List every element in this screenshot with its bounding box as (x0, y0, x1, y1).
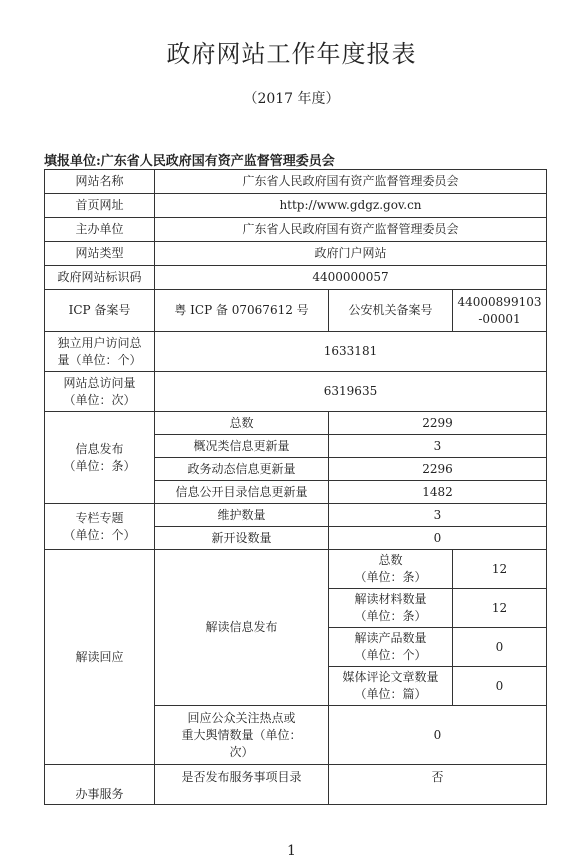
host-value: 广东省人民政府国有资产监督管理委员会 (155, 218, 547, 242)
pv-label-line1: 网站总访问量 (63, 375, 136, 390)
report-year: （2017 年度） (243, 91, 340, 107)
info-label-line1: 信息发布 (75, 441, 124, 456)
police-value-line1: 44000899103 (457, 294, 542, 309)
interp-product-line1: 解读产品数量 (354, 631, 427, 645)
interp-product-value: 0 (453, 628, 547, 667)
icp-label: ICP 备案号 (45, 290, 155, 332)
interp-product-label (329, 628, 453, 667)
site-type-value: 政府门户网站 (155, 242, 547, 266)
response-line3: 次） (229, 744, 254, 759)
interp-material-value: 12 (453, 589, 547, 628)
interp-media-line1: 媒体评论文章数量 (342, 670, 439, 684)
site-name-value: 广东省人民政府国有资产监督管理委员会 (155, 170, 547, 194)
response-value: 0 (329, 706, 547, 765)
host-label: 主办单位 (45, 218, 155, 242)
police-label: 公安机关备案号 (329, 290, 453, 332)
police-value (453, 290, 547, 332)
service-catalog-label: 是否发布服务事项目录 (155, 765, 329, 805)
info-total-value: 2299 (329, 412, 547, 435)
interp-media-label (329, 667, 453, 706)
site-type-label: 网站类型 (45, 242, 155, 266)
interp-total-line2: （单位：条） (354, 570, 427, 584)
interp-total-line1: 总数 (378, 553, 403, 567)
pv-label-line2: （单位：次） (63, 392, 136, 407)
page-title: 政府网站工作年度报表 (166, 40, 417, 68)
response-line2: 重大舆情数量（单位： (181, 727, 302, 742)
interp-material-line1: 解读材料数量 (354, 592, 427, 606)
uv-label-line1: 独立用户访问总 (57, 335, 142, 350)
info-label-line2: （单位：条） (63, 458, 136, 473)
info-open-value: 1482 (329, 481, 547, 504)
interp-material-label (329, 589, 453, 628)
home-url-value: http://www.gdgz.gov.cn (155, 194, 547, 218)
column-label (45, 504, 155, 550)
info-open-label: 信息公开目录信息更新量 (155, 481, 329, 504)
police-value-line2: -00001 (478, 311, 521, 326)
column-label-line1: 专栏专题 (75, 510, 124, 525)
interp-label: 解读回应 (45, 550, 155, 765)
service-label: 办事服务 (45, 765, 155, 805)
interp-media-line2: （单位：篇） (354, 687, 427, 701)
info-gov-value: 2296 (329, 458, 547, 481)
interp-publish-label: 解读信息发布 (155, 550, 329, 706)
site-id-label: 政府网站标识码 (45, 266, 155, 290)
interp-media-value: 0 (453, 667, 547, 706)
pv-value: 6319635 (155, 372, 547, 412)
interp-total-label (329, 550, 453, 589)
info-label (45, 412, 155, 504)
uv-label (45, 332, 155, 372)
interp-total-value: 12 (453, 550, 547, 589)
icp-value: 粤 ICP 备 07067612 号 (155, 290, 329, 332)
site-id-value: 4400000057 (155, 266, 547, 290)
interp-material-line2: （单位：条） (354, 609, 427, 623)
response-line1: 回应公众关注热点或 (187, 710, 296, 725)
service-catalog-value: 否 (329, 765, 547, 805)
info-total-label: 总数 (155, 412, 329, 435)
page-number: 1 (287, 843, 296, 859)
info-gov-label: 政务动态信息更新量 (155, 458, 329, 481)
column-maintain-value: 3 (329, 504, 547, 527)
response-label (155, 706, 329, 765)
interp-product-line2: （单位：个） (354, 648, 427, 662)
home-url-label: 首页网址 (45, 194, 155, 218)
report-table (44, 169, 547, 805)
site-name-label: 网站名称 (45, 170, 155, 194)
uv-label-line2: 量（单位：个） (57, 352, 142, 367)
pv-label (45, 372, 155, 412)
column-new-value: 0 (329, 527, 547, 550)
filling-unit: 填报单位:广东省人民政府国有资产监督管理委员会 (44, 154, 335, 169)
uv-value: 1633181 (155, 332, 547, 372)
info-overview-value: 3 (329, 435, 547, 458)
column-maintain-label: 维护数量 (155, 504, 329, 527)
column-label-line2: （单位：个） (63, 527, 136, 542)
column-new-label: 新开设数量 (155, 527, 329, 550)
info-overview-label: 概况类信息更新量 (155, 435, 329, 458)
